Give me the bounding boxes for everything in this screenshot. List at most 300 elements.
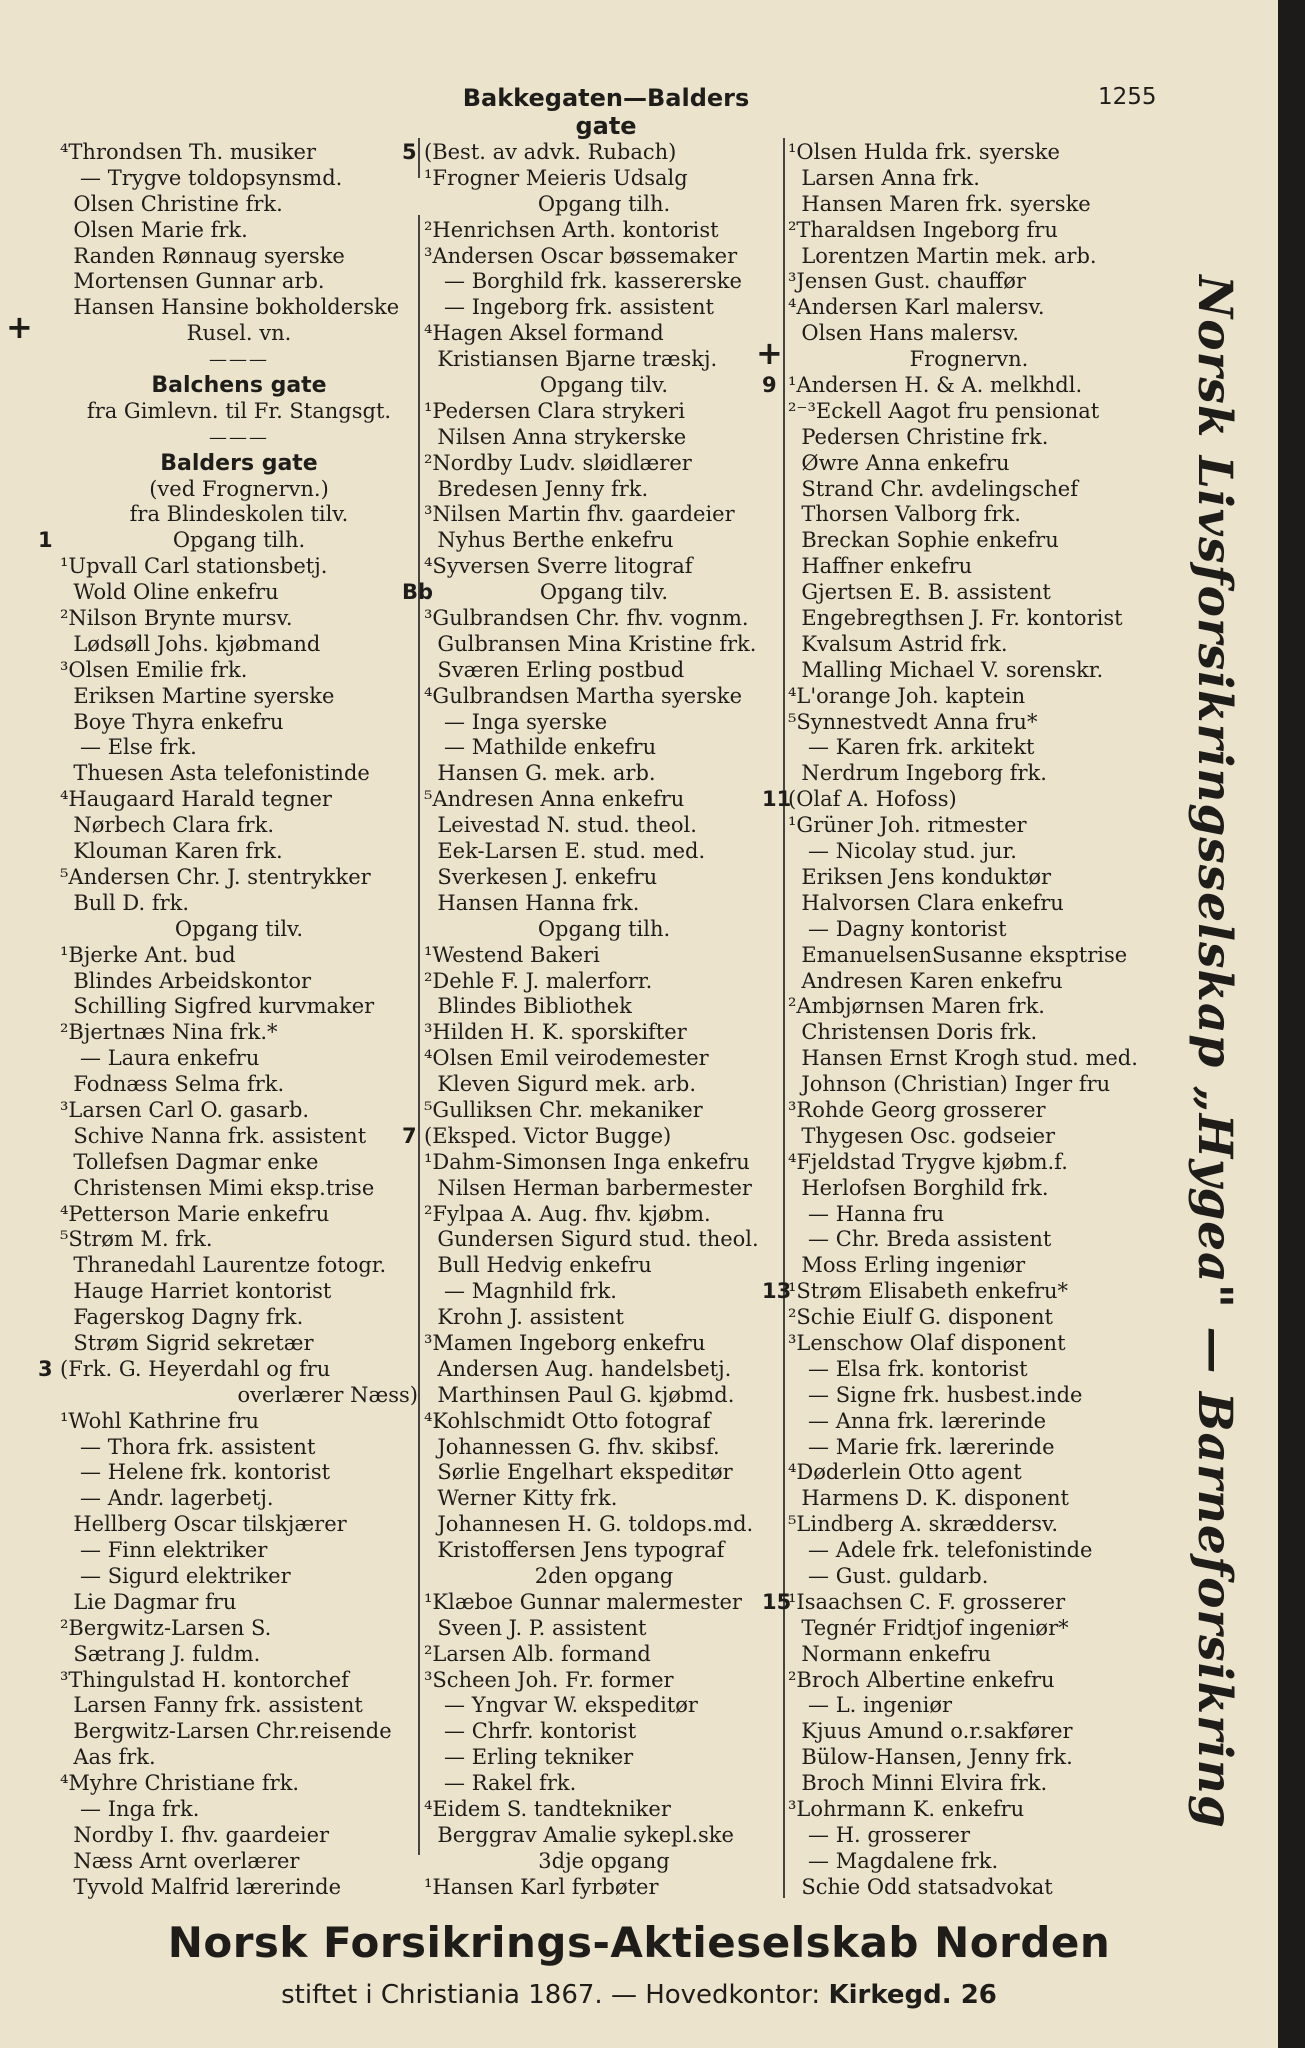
entry-text: Opgang tilv.: [539, 580, 669, 605]
directory-entry: [60, 606, 418, 632]
entry-text: ²Dehle F. J. malerforr.: [424, 968, 653, 993]
directory-entry: [60, 373, 418, 399]
directory-entry: [38, 528, 418, 554]
house-number: Bb: [402, 580, 434, 605]
entry-text: ²Nordby Ludv. sløidlærer: [424, 450, 692, 475]
directory-entry: [762, 373, 1150, 399]
directory-entry: [788, 761, 1150, 787]
entry-text: ⁴Kohlschmidt Otto fotograf: [424, 1408, 711, 1433]
entry-text: Hansen Ernst Krogh stud. med.: [788, 1046, 1138, 1071]
directory-entry: [788, 1176, 1150, 1202]
directory-entry: [60, 839, 418, 865]
directory-entry: [424, 1538, 784, 1564]
directory-entry: [424, 502, 784, 528]
directory-entry: [60, 969, 418, 995]
directory-entry: [424, 1305, 784, 1331]
directory-entry: [60, 1875, 418, 1901]
directory-entry: [788, 1098, 1150, 1124]
directory-entry: [60, 140, 418, 166]
directory-entry: [788, 1072, 1150, 1098]
entry-text: Eek-Larsen E. stud. med.: [424, 839, 706, 864]
entry-text: ⁵Synnestvedt Anna fru*: [788, 709, 1038, 734]
entry-text: — Nicolay stud. jur.: [788, 839, 1017, 864]
directory-entry: [424, 477, 784, 503]
directory-entry: [788, 1564, 1150, 1590]
directory-entry: [402, 140, 784, 166]
directory-entry: [788, 710, 1150, 736]
entry-text: Hansen Hanna frk.: [424, 890, 640, 915]
entry-text: Rusel. vn.: [186, 321, 292, 346]
directory-entry: [60, 580, 418, 606]
footer-address: Kirkegd. 26: [828, 1980, 997, 2010]
entry-text: ²Bergwitz-Larsen S.: [60, 1615, 272, 1640]
directory-entry: [60, 1253, 418, 1279]
directory-entry: [60, 1046, 418, 1072]
entry-text: Bull D. frk.: [60, 890, 190, 915]
directory-entry: [788, 140, 1150, 166]
footer-founded: stiftet i Christiania 1867. — Hovedkontor:: [281, 1980, 821, 2010]
directory-entry: [60, 761, 418, 787]
directory-entry: [402, 1123, 784, 1150]
entry-text: Lie Dagmar fru: [60, 1589, 237, 1614]
directory-entry: [424, 373, 784, 399]
entry-text: — Andr. lagerbetj.: [60, 1486, 274, 1511]
entry-text: Opgang tilh.: [172, 528, 306, 553]
directory-entry: [424, 1616, 784, 1642]
directory-entry: [60, 244, 418, 270]
entry-text: Olsen Hans malersv.: [788, 321, 1019, 346]
directory-entry: [60, 865, 418, 891]
directory-entry: [788, 166, 1150, 192]
directory-entry: [788, 1409, 1150, 1435]
page-number: 1255: [1098, 84, 1157, 110]
entry-text: ³Larsen Carl O. gasarb.: [60, 1097, 310, 1122]
directory-entry: [788, 1460, 1150, 1486]
entry-text: — Signe frk. husbest.inde: [788, 1382, 1083, 1407]
directory-entry: [424, 399, 784, 425]
entry-text: ¹Klæboe Gunnar malermester: [424, 1589, 742, 1614]
directory-entry: [60, 1616, 418, 1642]
directory-entry: [402, 580, 784, 606]
directory-entry: [424, 192, 784, 218]
entry-text: Andersen Aug. handelsbetj.: [424, 1356, 732, 1381]
directory-entry: [424, 1564, 784, 1590]
entry-text: ²Fylpaa A. Aug. fhv. kjøbm.: [424, 1201, 711, 1226]
directory-entry: [60, 1409, 418, 1435]
directory-entry: [424, 1409, 784, 1435]
entry-text: Kjuus Amund o.r.sakfører: [788, 1719, 1073, 1744]
directory-entry: [60, 1279, 418, 1305]
directory-entry: [788, 1616, 1150, 1642]
entry-text: — Ingeborg frk. assistent: [424, 295, 714, 320]
entry-text: — Erling tekniker: [424, 1745, 634, 1770]
directory-entry: [60, 1668, 418, 1694]
directory-entry: [788, 994, 1150, 1020]
entry-text: Bülow-Hansen, Jenny frk.: [788, 1745, 1073, 1770]
entry-text: Aas frk.: [60, 1745, 156, 1770]
entry-text: Normann enkefru: [788, 1641, 992, 1666]
directory-entry: [60, 1642, 418, 1668]
entry-text: Tegnér Fridtjof ingeniør*: [788, 1615, 1069, 1640]
directory-entry: [424, 1590, 784, 1616]
directory-entry: [60, 1849, 418, 1875]
directory-entry: [60, 787, 418, 813]
directory-entry: [788, 1771, 1150, 1797]
directory-entry: [788, 684, 1150, 710]
directory-entry: [788, 917, 1150, 943]
entry-text: Thorsen Valborg frk.: [788, 502, 1021, 527]
directory-entry: [60, 1745, 418, 1771]
directory-entry: [60, 735, 418, 761]
entry-text: Christensen Mimi eksp.trise: [60, 1175, 375, 1200]
entry-text: — Else frk.: [60, 735, 197, 760]
directory-entry: [424, 218, 784, 244]
entry-text: ³Rohde Georg grosserer: [788, 1097, 1046, 1122]
directory-entry: [60, 1512, 418, 1538]
directory-entry: [60, 917, 418, 943]
entry-text: — Sigurd elektriker: [60, 1563, 291, 1588]
entry-text: Strøm Sigrid sekretær: [60, 1330, 314, 1355]
entry-text: Halvorsen Clara enkefru: [788, 890, 1064, 915]
directory-entry: [424, 1227, 784, 1253]
directory-entry: [424, 1849, 784, 1875]
directory-entry: [788, 891, 1150, 917]
directory-entry: [60, 1305, 418, 1331]
entry-text: Bull Hedvig enkefru: [424, 1253, 652, 1278]
entry-text: Moss Erling ingeniør: [788, 1253, 1026, 1278]
entry-text: ⁵Lindberg A. skræddersv.: [788, 1512, 1059, 1537]
directory-entry: [424, 1046, 784, 1072]
directory-entry: [788, 632, 1150, 658]
directory-entry: [60, 1202, 418, 1228]
entry-text: 2den opgang: [534, 1563, 674, 1588]
entry-text: Herlofsen Borghild frk.: [788, 1175, 1049, 1200]
entry-text: ³Scheen Joh. Fr. former: [424, 1667, 674, 1692]
house-number: 11: [762, 787, 792, 812]
side-advertisement: Norsk Livsforsikringsselskap „Hygea" — Barneforsikring: [1187, 275, 1242, 1829]
directory-entry: [424, 1642, 784, 1668]
entry-text: ¹Upvall Carl stationsbetj.: [60, 554, 328, 579]
entry-text: Sætrang J. fuldm.: [60, 1641, 261, 1666]
entry-text: Tyvold Malfrid lærerinde: [60, 1874, 342, 1899]
directory-entry: [60, 684, 418, 710]
entry-text: — Dagny kontorist: [788, 916, 1007, 941]
entry-text: (Eksped. Victor Bugge): [424, 1123, 672, 1148]
entry-text: Nilsen Herman barbermester: [424, 1175, 752, 1200]
directory-entry: [788, 477, 1150, 503]
directory-entry: [788, 269, 1150, 295]
entry-text: ⁴Andersen Karl malersv.: [788, 295, 1045, 320]
entry-text: ³Mamen Ingeborg enkefru: [424, 1330, 706, 1355]
entry-text: ⁴Myhre Christiane frk.: [60, 1771, 300, 1796]
entry-text: Frognervn.: [909, 347, 1029, 372]
directory-entry: [424, 632, 784, 658]
entry-text: Olsen Christine frk.: [60, 191, 283, 216]
directory-entry: [788, 658, 1150, 684]
directory-entry: [788, 1020, 1150, 1046]
directory-entry: [788, 1486, 1150, 1512]
directory-entry: [60, 1771, 418, 1797]
entry-text: ²Schie Eiulf G. disponent: [788, 1305, 1053, 1330]
entry-text: ¹Westend Bakeri: [424, 942, 600, 967]
entry-text: Nordby I. fhv. gaardeier: [60, 1822, 330, 1847]
directory-entry: [788, 1383, 1150, 1409]
entry-text: ¹Wohl Kathrine fru: [60, 1408, 260, 1433]
directory-entry: [762, 787, 1150, 813]
entry-text: Øwre Anna enkefru: [788, 450, 1010, 475]
directory-entry: [788, 1823, 1150, 1849]
entry-text: ¹Frogner Meieris Udsalg: [424, 165, 688, 190]
directory-entry: [788, 218, 1150, 244]
entry-text: (Best. av advk. Rubach): [424, 140, 677, 164]
entry-text: Blindes Bibliothek: [424, 994, 632, 1019]
directory-entry: [424, 244, 784, 270]
entry-text: Strand Chr. avdelingschef: [788, 476, 1078, 501]
entry-text: Gjertsen E. B. assistent: [788, 580, 1051, 605]
entry-text: Gundersen Sigurd stud. theol.: [424, 1227, 759, 1252]
directory-entry: [60, 451, 418, 477]
entry-text: ¹Olsen Hulda frk. syerske: [788, 140, 1060, 164]
directory-entry: [60, 1124, 418, 1150]
directory-entry: [424, 554, 784, 580]
entry-text: Marthinsen Paul G. kjøbmd.: [424, 1382, 735, 1407]
entry-text: Hellberg Oscar tilskjærer: [60, 1512, 347, 1537]
house-number: 13: [762, 1279, 792, 1304]
directory-entry: [788, 1745, 1150, 1771]
directory-entry: [60, 347, 418, 373]
entry-text: ⁴Eidem S. tandtekniker: [424, 1797, 671, 1821]
entry-text: ²Henrichsen Arth. kontorist: [424, 217, 719, 242]
directory-entry: [788, 1124, 1150, 1150]
entry-text: Berggrav Amalie sykepl.ske: [424, 1822, 734, 1847]
directory-entry: [424, 658, 784, 684]
directory-entry: [788, 865, 1150, 891]
directory-entry: [424, 1176, 784, 1202]
entry-text: — Marie frk. lærerinde: [788, 1434, 1055, 1459]
entry-text: Wold Oline enkefru: [60, 580, 279, 605]
directory-entry: [424, 347, 784, 373]
entry-text: Hauge Harriet kontorist: [60, 1279, 332, 1304]
entry-text: Blindes Arbeidskontor: [60, 968, 312, 993]
directory-entry: [788, 580, 1150, 606]
entry-text: Andresen Karen enkefru: [788, 968, 1063, 993]
entry-text: — H. grosserer: [788, 1822, 970, 1847]
directory-entry: [424, 1020, 784, 1046]
directory-entry: [424, 1745, 784, 1771]
entry-text: Lødsøll Johs. kjøbmand: [60, 631, 321, 656]
directory-entry: [60, 192, 418, 218]
directory-entry: [788, 1150, 1150, 1176]
entry-text: ³Lohrmann K. enkefru: [788, 1797, 1025, 1821]
column-divider: [418, 138, 420, 178]
entry-text: Sværen Erling postbud: [424, 657, 685, 682]
entry-text: Eriksen Martine syerske: [60, 683, 335, 708]
entry-text: Larsen Fanny frk. assistent: [60, 1693, 363, 1718]
entry-text: Harmens D. K. disponent: [788, 1486, 1069, 1511]
entry-text: Opgang tilv.: [174, 916, 304, 941]
entry-text: 3dje opgang: [538, 1848, 670, 1873]
directory-entry: [60, 943, 418, 969]
entry-text: Larsen Anna frk.: [788, 165, 980, 190]
directory-entry: [60, 1331, 418, 1357]
directory-entry: [788, 1849, 1150, 1875]
entry-text: ²Nilson Brynte mursv.: [60, 606, 293, 631]
entry-text: — Chrfr. kontorist: [424, 1719, 637, 1744]
footer-advertisement-subtitle: [0, 1980, 1278, 2010]
entry-text: Mortensen Gunnar arb.: [60, 269, 325, 294]
directory-entry: [788, 295, 1150, 321]
entry-text: Malling Michael V. sorenskr.: [788, 657, 1104, 682]
directory-entry: [424, 917, 784, 943]
directory-entry: [60, 1020, 418, 1046]
directory-entry: [424, 1512, 784, 1538]
directory-entry: [60, 632, 418, 658]
entry-text: Nilsen Anna strykerske: [424, 424, 687, 449]
entry-text: Breckan Sophie enkefru: [788, 528, 1059, 553]
directory-entry: [60, 1435, 418, 1461]
directory-entry: [788, 1227, 1150, 1253]
directory-entry: [424, 1279, 784, 1305]
entry-text: ⁴Olsen Emil veirodemester: [424, 1046, 709, 1071]
entry-text: — Thora frk. assistent: [60, 1434, 316, 1459]
directory-entry: [788, 244, 1150, 270]
entry-text: Lorentzen Martin mek. arb.: [788, 243, 1097, 268]
directory-entry: [424, 1150, 784, 1176]
directory-entry: [788, 321, 1150, 347]
entry-text: — Elsa frk. kontorist: [788, 1356, 1028, 1381]
entry-text: Boye Thyra enkefru: [60, 709, 284, 734]
cross-mark: +: [6, 308, 33, 347]
directory-entry: [424, 943, 784, 969]
directory-entry: [424, 994, 784, 1020]
entry-text: — Rakel frk.: [424, 1771, 577, 1796]
directory-entry: [424, 1668, 784, 1694]
entry-text: Werner Kitty frk.: [424, 1486, 618, 1511]
entry-text: ³Gulbrandsen Chr. fhv. vognm.: [424, 606, 749, 631]
directory-entry: [424, 321, 784, 347]
directory-entry: [60, 1797, 418, 1823]
directory-entry: [424, 1486, 784, 1512]
directory-entry: [60, 658, 418, 684]
directory-entry: [60, 554, 418, 580]
entry-text: EmanuelsenSusanne eksptrise: [788, 942, 1128, 967]
directory-entry: [60, 218, 418, 244]
directory-entry: [424, 166, 784, 192]
entry-text: Johnson (Christian) Inger fru: [788, 1072, 1111, 1097]
directory-entry: [424, 891, 784, 917]
directory-entry: [60, 1098, 418, 1124]
directory-entry: [60, 1590, 418, 1616]
entry-text: Bredesen Jenny frk.: [424, 476, 649, 501]
entry-text: ⁴Døderlein Otto agent: [788, 1460, 1022, 1485]
entry-text: Fagerskog Dagny frk.: [60, 1305, 304, 1330]
directory-entry: [60, 295, 418, 321]
entry-text: Hansen Hansine bokholderske: [60, 295, 400, 320]
entry-text: — Gust. guldarb.: [788, 1563, 989, 1588]
entry-text: ²Broch Albertine enkefru: [788, 1667, 1055, 1692]
entry-text: ⁴Throndsen Th. musiker: [60, 140, 317, 164]
entry-text: ⁴Haugaard Harald tegner: [60, 787, 332, 812]
directory-entry: [60, 994, 418, 1020]
house-number: 9: [762, 373, 777, 398]
entry-text: Thygesen Osc. godseier: [788, 1123, 1056, 1148]
entry-text: ¹Grüner Joh. ritmester: [788, 813, 1027, 838]
entry-text: Johannessen G. fhv. skibsf.: [424, 1434, 720, 1459]
entry-text: Gulbransen Mina Kristine frk.: [424, 631, 757, 656]
directory-entry: [60, 710, 418, 736]
directory-entry: [60, 502, 418, 528]
entry-text: Eriksen Jens konduktør: [788, 864, 1052, 889]
entry-text: — Hanna fru: [788, 1201, 945, 1226]
directory-entry: [424, 1072, 784, 1098]
directory-entry: [60, 477, 418, 503]
directory-entry: [424, 813, 784, 839]
directory-entry: [60, 1072, 418, 1098]
entry-text: — Trygve toldopsynsmd.: [60, 165, 343, 190]
directory-entry: [424, 269, 784, 295]
directory-entry: [424, 684, 784, 710]
directory-entry: [788, 192, 1150, 218]
directory-entry: [424, 1460, 784, 1486]
entry-text: ⁴Petterson Marie enkefru: [60, 1201, 330, 1226]
entry-text: Thuesen Asta telefonistinde: [60, 761, 370, 786]
cross-mark: +: [756, 334, 783, 373]
directory-entry: [788, 1305, 1150, 1331]
entry-text: Krohn J. assistent: [424, 1305, 624, 1330]
directory-entry: [60, 1227, 418, 1253]
directory-entry: [788, 1253, 1150, 1279]
entry-text: Sverkesen J. enkefru: [424, 864, 658, 889]
entry-text: ¹Andersen H. & A. melkhdl.: [788, 373, 1083, 398]
entry-text: ⁵Strøm M. frk.: [60, 1227, 213, 1252]
entry-text: Bergwitz-Larsen Chr.reisende: [60, 1719, 392, 1744]
entry-text: ⁵Andresen Anna enkefru: [424, 787, 685, 812]
entry-text: ⁴L'orange Joh. kaptein: [788, 683, 1026, 708]
entry-text: ⁴Gulbrandsen Martha syerske: [424, 683, 743, 708]
entry-text: Schive Nanna frk. assistent: [60, 1123, 367, 1148]
directory-entry: [6, 308, 418, 347]
entry-text: Christensen Doris frk.: [788, 1020, 1038, 1045]
entry-text: Pedersen Christine frk.: [788, 424, 1049, 449]
directory-entry: [424, 451, 784, 477]
entry-text: Nerdrum Ingeborg frk.: [788, 761, 1047, 786]
directory-entry: [60, 1486, 418, 1512]
entry-text: ³Jensen Gust. chauffør: [788, 269, 1026, 294]
entry-text: — Helene frk. kontorist: [60, 1460, 331, 1485]
directory-entry: [424, 787, 784, 813]
directory-entry: [788, 1538, 1150, 1564]
directory-entry: [788, 969, 1150, 995]
entry-text: ³Thingulstad H. kontorchef: [60, 1667, 349, 1692]
entry-text: — Chr. Breda assistent: [788, 1227, 1052, 1252]
entry-text: — Karen frk. arkitekt: [788, 735, 1035, 760]
entry-text: fra Gimlevn. til Fr. Stangsgt.: [86, 398, 392, 423]
entry-text: — Borghild frk. kassererske: [424, 269, 742, 294]
entry-text: ¹Strøm Elisabeth enkefru*: [788, 1279, 1069, 1304]
directory-entry: [60, 166, 418, 192]
entry-text: — Laura enkefru: [60, 1046, 260, 1071]
directory-entry: [60, 269, 418, 295]
entry-text: — Magdalene frk.: [788, 1848, 999, 1873]
entry-text: Leivestad N. stud. theol.: [424, 813, 697, 838]
entry-text: Engebregthsen J. Fr. kontorist: [788, 606, 1123, 631]
directory-entry: [424, 1383, 784, 1409]
directory-entry: [788, 1642, 1150, 1668]
directory-entry: [424, 865, 784, 891]
directory-entry: [424, 839, 784, 865]
entry-text: ³Olsen Emilie frk.: [60, 657, 248, 682]
entry-text: — Inga syerske: [424, 709, 608, 734]
